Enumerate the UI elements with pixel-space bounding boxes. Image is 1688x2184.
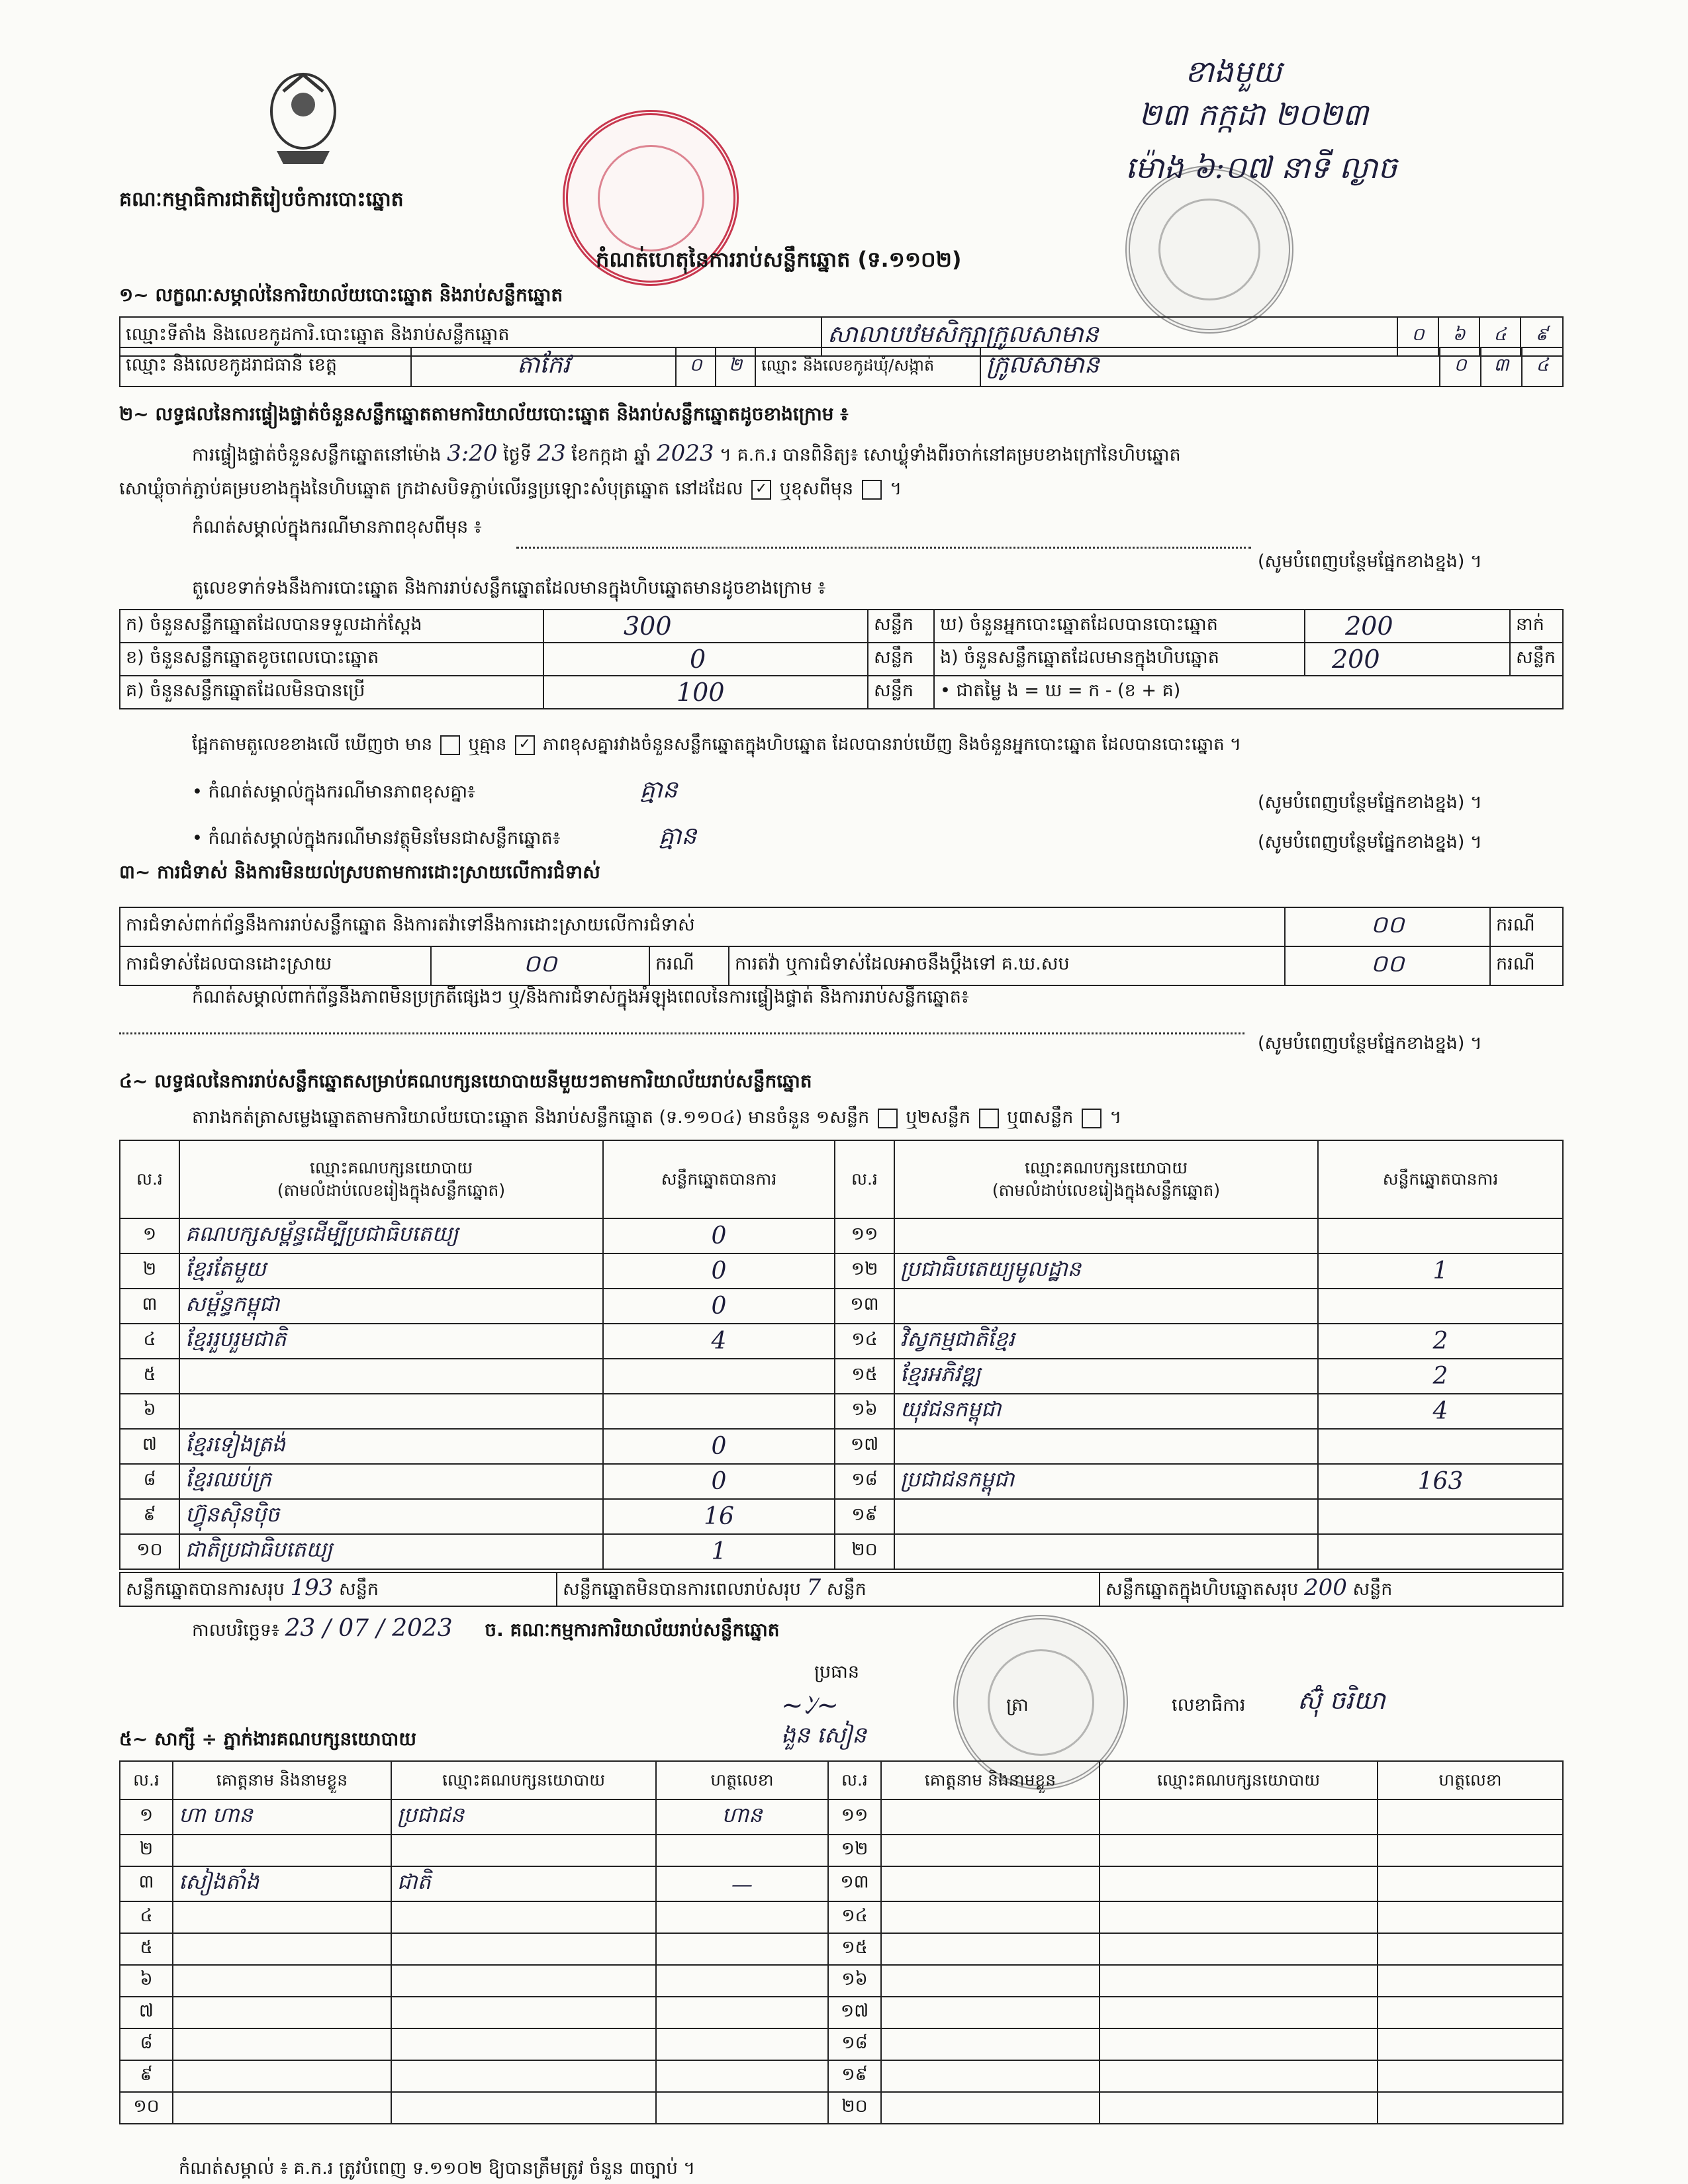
chief-label: ប្រធាន (814, 1662, 860, 1682)
witness-name (881, 1965, 1100, 1997)
in-box-value: 200 (1305, 643, 1510, 676)
witness-signature (656, 1901, 828, 1933)
spoiled-value: 0 (543, 643, 868, 676)
vote-count: 0 (603, 1289, 835, 1324)
table-row (120, 1253, 1563, 1289)
three-sheets-checkbox[interactable] (1082, 1109, 1102, 1128)
witness-signature (656, 1997, 828, 2028)
handwritten-note-2: ២៣ កក្កដា ២០២៣ (1139, 97, 1369, 132)
row-number: ១៨ (835, 1464, 894, 1499)
witness-party (1100, 1933, 1378, 1965)
row-number: ១៥ (828, 1933, 881, 1965)
row-number: ៧ (120, 1997, 173, 2028)
row-number: ៦ (120, 1394, 179, 1429)
table-row (120, 1464, 1563, 1499)
witness-party (1100, 1997, 1378, 2028)
station-name-value: សាលាបឋមសិក្សាក្រូលសាមាន (821, 317, 1397, 356)
witness-name (881, 1997, 1100, 2028)
row-number: ២ (120, 1835, 173, 1866)
station-code-digit: ៤ (1479, 317, 1521, 356)
party-name: ប្រជាធិបតេយ្យមូលដ្ឋាន (894, 1253, 1318, 1289)
row-number: ១ (120, 1799, 173, 1835)
organization-name: គណៈកម្មាធិការជាតិរៀបចំការបោះឆ្នោត (119, 188, 404, 211)
verification-day: 23 (537, 440, 566, 467)
row-number: ១៣ (835, 1289, 894, 1324)
received-value: 300 (543, 610, 868, 643)
witness-name (881, 1933, 1100, 1965)
fill-more-note: (សូមបំពេញបន្ថែមផ្នែកខាងខ្នង) ។ (1258, 792, 1482, 813)
witness-name (173, 1997, 391, 2028)
objection-label: ការជំទាស់ពាក់ព័ន្ធនឹងការរាប់សន្លឹកឆ្នោត និងការតវ៉ាទៅនឹងការដោះស្រាយលើការជំទាស់ (120, 907, 1285, 946)
witness-party (391, 2092, 656, 2124)
total-invalid-value: 7 (806, 1574, 821, 1601)
case-label: ករណី (1490, 907, 1563, 946)
table-row (120, 1835, 1563, 1866)
row-number: ១០ (120, 2092, 173, 2124)
row-number: ១ (120, 1218, 179, 1253)
fill-more-note: (សូមបំពេញបន្ថែមផ្នែកខាងខ្នង) ។ (1258, 551, 1482, 572)
two-sheets-checkbox[interactable] (979, 1109, 999, 1128)
total-valid-value: 193 (290, 1574, 334, 1601)
witness-party (1100, 1799, 1378, 1835)
party-name (179, 1359, 603, 1394)
table-row (120, 1534, 1563, 1569)
unused-value: 100 (543, 676, 868, 709)
row-number: ១៩ (835, 1499, 894, 1534)
unchanged-checkbox[interactable]: ✓ (751, 480, 771, 500)
section-1-title: ១~ លក្ខណៈសម្គាល់នៃការិយាល័យបោះឆ្នោត និងរាប់សន្លឹកឆ្នោត (119, 284, 563, 306)
national-emblem (257, 65, 350, 171)
vote-count (1318, 1289, 1563, 1324)
commune-code-digit: ៣ (1481, 347, 1522, 387)
diff-note-line: • កំណត់សម្គាល់ក្នុងករណីមានភាពខុសគ្នា៖ គ្មាន (192, 776, 678, 803)
unit-label: សន្លឹក (868, 610, 934, 643)
witness-party (391, 1835, 656, 1866)
row-number: ១៦ (835, 1394, 894, 1429)
table-row (120, 1901, 1563, 1933)
vote-count (603, 1394, 835, 1429)
station-code-digit: ០ (1397, 317, 1438, 356)
verification-year: 2023 (656, 440, 714, 467)
verification-line-2: សោឃ្លុំចាក់ភ្ជាប់គម្របខាងក្នុងនៃហិបឆ្នោត ក្រដាសបិទភ្ជាប់លើរន្ធប្រឡោះសំបុត្រឆ្នោត នៅដដែល ✓ ឬខុសពីមុន ។ (119, 478, 902, 499)
province-code-digit: ២ (716, 347, 755, 387)
witness-name (881, 2060, 1100, 2092)
witness-name: ហា ហាន (173, 1799, 391, 1835)
vote-count: 2 (1318, 1324, 1563, 1359)
section-5-title: ៥~ សាក្សី ÷ ភ្នាក់ងារគណបក្សនយោបាយ (119, 1728, 416, 1750)
row-number: ១១ (835, 1218, 894, 1253)
row-number: ៨ (120, 2028, 173, 2060)
witness-name (173, 2028, 391, 2060)
footer-note: កំណត់សម្គាល់ ៖ គ.ក.រ ត្រូវបំពេញ ទ.១១០២ ឱ្យបានត្រឹមត្រូវ ចំនួន ៣ច្បាប់ ។ (179, 2158, 696, 2179)
vote-count: 1 (1318, 1253, 1563, 1289)
fill-more-note: (សូមបំពេញបន្ថែមផ្នែកខាងខ្នង) ។ (1258, 1033, 1482, 1054)
case-label: ករណី (649, 946, 729, 985)
witness-signature (1378, 1997, 1563, 2028)
witness-signature (1378, 1835, 1563, 1866)
party-name: ខ្មែរឈប់ក្រ (179, 1464, 603, 1499)
row-number: ១៨ (828, 2028, 881, 2060)
witness-name (881, 1835, 1100, 1866)
witness-signature (1378, 2092, 1563, 2124)
dotted-fill-line (516, 547, 1251, 549)
row-number: ១៧ (828, 1997, 881, 2028)
handwritten-note-1: ខាងមួយ (1185, 54, 1282, 89)
witness-party (1100, 1901, 1378, 1933)
dotted-fill-line (119, 1032, 1244, 1034)
witness-signature (1378, 2028, 1563, 2060)
diff-note-value: គ្មាន (639, 776, 678, 803)
station-code-digit: ៩ (1521, 317, 1563, 356)
table-row (120, 1499, 1563, 1534)
row-number: ១៤ (835, 1324, 894, 1359)
total-box-cell: សន្លឹកឆ្នោតក្នុងហិបឆ្នោតសរុប 200 សន្លឹក (1100, 1572, 1563, 1606)
party-name: ហ៊្វុនស៊ិនប៉ិច (179, 1499, 603, 1534)
witness-signature (1378, 1866, 1563, 1901)
witness-party (391, 1997, 656, 2028)
col-sign: ហត្ថលេខា (656, 1761, 828, 1799)
tally-sheets-line: តារាងកត់ត្រាសម្លេងឆ្នោតតាមការិយាល័យបោះឆ្នោត និងរាប់សន្លឹកឆ្នោត (ទ.១១០៤) មានចំនួន ១សន្លឹក ឬ២សន្លឹក ឬ៣សន្លឹក ។ (192, 1107, 1122, 1128)
witness-signature (1378, 1933, 1563, 1965)
row-number: ១០ (120, 1534, 179, 1569)
vote-count (1318, 1499, 1563, 1534)
party-name: យុវជនកម្ពុជា (894, 1394, 1318, 1429)
party-name: គណបក្សសម្ព័ន្ធដើម្បីប្រជាធិបតេយ្យ (179, 1218, 603, 1253)
vote-count: 0 (603, 1218, 835, 1253)
vote-count (1318, 1218, 1563, 1253)
col-no: ល.រ (835, 1140, 894, 1218)
table-row (120, 1289, 1563, 1324)
object-note-value: គ្មាន (659, 823, 697, 850)
resolved-label: ការជំទាស់ដែលបានដោះស្រាយ (120, 946, 431, 985)
witness-signature (1378, 2060, 1563, 2092)
witness-signature (656, 2028, 828, 2060)
party-name: វិស្វកម្មជាតិខ្មែរ (894, 1324, 1318, 1359)
col-no: ល.រ (828, 1761, 881, 1799)
date-line: កាលបរិច្ឆេទ៖ 23 / 07 / 2023 ច. គណៈកម្មការការិយាល័យរាប់សន្លឹកឆ្នោត (192, 1615, 780, 1642)
witness-name (173, 1965, 391, 1997)
vote-count: 16 (603, 1499, 835, 1534)
vote-count: 4 (603, 1324, 835, 1359)
witness-signature (1378, 1965, 1563, 1997)
verification-line-1: ការផ្ទៀងផ្ទាត់ចំនួនសន្លឹកឆ្នោតនៅម៉ោង 3:20 ថ្ងៃទី 23 ខែកក្កដា ឆ្នាំ 2023 ។ គ.ក.រ បានពិនិត្យ៖ សោឃ្លុំទាំងពីរចាក់នៅគម្របខាងក្រៅនៃហិបឆ្នោត (192, 440, 1181, 467)
table-row (120, 2028, 1563, 2060)
witness-name (173, 2092, 391, 2124)
witness-party (1100, 1866, 1378, 1901)
witness-signature (656, 1835, 828, 1866)
table-row (120, 1218, 1563, 1253)
party-name: សម្ព័ន្ធកម្ពុជា (179, 1289, 603, 1324)
row-number: ១៩ (828, 2060, 881, 2092)
witness-signature (656, 1965, 828, 1997)
witness-name (881, 2092, 1100, 2124)
province-label: ឈ្មោះ និងលេខកូដរាជធានី ខេត្ត (120, 347, 411, 387)
row-number: ៥ (120, 1359, 179, 1394)
witness-signature: ហាន (656, 1799, 828, 1835)
witness-name: សៀងតាំង (173, 1866, 391, 1901)
handwritten-note-3: ម៉ោង ៦:០៧ នាទី ល្ងាច (1125, 150, 1397, 185)
irregularities-note: កំណត់សម្គាល់ពាក់ព័ន្ធនឹងភាពមិនប្រក្រតីផ្សេងៗ ឬ/និងការជំទាស់ក្នុងអំឡុងពេលនៃការផ្ទៀងផ្ទាត់ និងការរាប់សន្លឹកឆ្នោត៖ (192, 987, 969, 1007)
verification-time: 3:20 (447, 440, 498, 467)
party-name (894, 1218, 1318, 1253)
party-name (894, 1289, 1318, 1324)
row-number: ២០ (828, 2092, 881, 2124)
date-value: 23 / 07 / 2023 (285, 1615, 453, 1642)
row-number: ២ (120, 1253, 179, 1289)
row-number: ១៤ (828, 1901, 881, 1933)
commune-code-digit: ០ (1440, 347, 1481, 387)
vote-count (1318, 1534, 1563, 1569)
witness-signature (656, 2060, 828, 2092)
witness-name (881, 1901, 1100, 1933)
chief-name: ងួន សៀន (781, 1722, 867, 1749)
row-number: ១២ (828, 1835, 881, 1866)
unit-label: សន្លឹក (868, 643, 934, 676)
party-name (894, 1534, 1318, 1569)
col-votes: សន្លឹកឆ្នោតបានការ (603, 1140, 835, 1218)
witness-party (391, 2060, 656, 2092)
witness-signature (656, 1933, 828, 1965)
object-note-line: • កំណត់សម្គាល់ក្នុងករណីមានវត្ថុមិនមែនជាសន្លឹកឆ្នោត៖ គ្មាន (192, 823, 697, 850)
party-name: ខ្មែររួបរួមជាតិ (179, 1324, 603, 1359)
witness-signature (656, 2092, 828, 2124)
commune-label: ឈ្មោះ និងលេខកូដឃុំ/សង្កាត់ (755, 347, 980, 387)
table-row (120, 1429, 1563, 1464)
section-3-title: ៣~ ការជំទាស់ និងការមិនយល់ស្របតាមការដោះស្រាយលើការជំទាស់ (119, 861, 600, 883)
vote-count: 4 (1318, 1394, 1563, 1429)
witness-name (881, 2028, 1100, 2060)
row-number: ៣ (120, 1289, 179, 1324)
province-code-digit: ០ (676, 347, 716, 387)
row-number: ៥ (120, 1933, 173, 1965)
witness-party (391, 1933, 656, 1965)
commune-value: ក្រូលសាមាន (980, 347, 1440, 387)
party-name: ប្រជាជនកម្ពុជា (894, 1464, 1318, 1499)
witness-party (391, 1965, 656, 1997)
figures-intro: តួលេខទាក់ទងនឹងការបោះឆ្នោត និងការរាប់សន្លឹកឆ្នោតដែលមានក្នុងហិបឆ្នោតមានដូចខាងក្រោម ៖ (192, 578, 826, 598)
appeal-count: ០០ (1285, 946, 1490, 985)
vote-count: 1 (603, 1534, 835, 1569)
row-number: ១៧ (835, 1429, 894, 1464)
row-number: ១៦ (828, 1965, 881, 1997)
fill-more-note: (សូមបំពេញបន្ថែមផ្នែកខាងខ្នង) ។ (1258, 832, 1482, 852)
difference-note-label: កំណត់សម្គាល់ក្នុងករណីមានភាពខុសពីមុន ៖ (192, 517, 482, 537)
appeal-label: ការតវ៉ា ឬការជំទាស់ដែលអាចនឹងប្តឹងទៅ គ.ឃ.សប (729, 946, 1285, 985)
chief-signature: ~ﾝ~ (781, 1690, 839, 1721)
col-party: ឈ្មោះគណបក្សនយោបាយ (1100, 1761, 1378, 1799)
row-number: ៧ (120, 1429, 179, 1464)
row-number: ៤ (120, 1901, 173, 1933)
vote-count: 0 (603, 1429, 835, 1464)
col-name: គោត្តនាម និងនាមខ្លួន (173, 1761, 391, 1799)
witness-signature (1378, 1799, 1563, 1835)
witness-party (1100, 2060, 1378, 2092)
row-number: ៩ (120, 1499, 179, 1534)
section-2-title: ២~ លទ្ធផលនៃការផ្ទៀងផ្ទាត់ចំនួនសន្លឹកឆ្នោតតាមការិយាល័យបោះឆ្នោត និងរាប់សន្លឹកឆ្នោតដូចខាងក្រោម ៖ (119, 403, 849, 425)
vote-count: 163 (1318, 1464, 1563, 1499)
formula: • ជាតម្លៃ ង = ឃ = ក - (ខ + គ) (934, 676, 1563, 709)
total-box-value: 200 (1303, 1574, 1347, 1601)
table-row (120, 1933, 1563, 1965)
has-difference-checkbox[interactable] (440, 735, 460, 755)
no-difference-checkbox[interactable]: ✓ (515, 735, 535, 755)
col-party: ឈ្មោះគណបក្សនយោបាយ (391, 1761, 656, 1799)
spoiled-label: ខ) ចំនួនសន្លឹកឆ្នោតខូចពេលបោះឆ្នោត (120, 643, 543, 676)
stamp-label: ត្រា (1006, 1695, 1029, 1715)
province-info-table (119, 347, 1564, 387)
resolved-count: ០០ (431, 946, 649, 985)
table-row (120, 1324, 1563, 1359)
row-number: ១៥ (835, 1359, 894, 1394)
received-label: ក) ចំនួនសន្លឹកឆ្នោតដែលបានទទួលដាក់ស្តែង (120, 610, 543, 643)
objection-count: ០០ (1285, 907, 1490, 946)
witness-party (391, 2028, 656, 2060)
changed-checkbox[interactable] (862, 480, 882, 500)
table-row (120, 2092, 1563, 2124)
unit-label: សន្លឹក (868, 676, 934, 709)
voters-label: ឃ) ចំនួនអ្នកបោះឆ្នោតដែលបានបោះឆ្នោត (934, 610, 1305, 643)
unit-label: សន្លឹក (1510, 643, 1563, 676)
row-number: ៤ (120, 1324, 179, 1359)
commune-code-digit: ៤ (1522, 347, 1563, 387)
committee-label: ច. គណៈកម្មការការិយាល័យរាប់សន្លឹកឆ្នោត (485, 1619, 780, 1641)
witness-party (391, 1901, 656, 1933)
witness-signature (1378, 1901, 1563, 1933)
vote-count: 2 (1318, 1359, 1563, 1394)
table-row (120, 1965, 1563, 1997)
results-table (119, 1140, 1564, 1570)
row-number: ២០ (835, 1534, 894, 1569)
col-party: ឈ្មោះគណបក្សនយោបាយ (តាមលំដាប់លេខរៀងក្នុងសន្លឹកឆ្នោត) (179, 1140, 603, 1218)
objections-table (119, 907, 1564, 986)
section-4-title: ៤~ លទ្ធផលនៃការរាប់សន្លឹកឆ្នោតសម្រាប់គណបក្សនយោបាយនីមួយៗតាមការិយាល័យរាប់សន្លឹកឆ្នោត (119, 1070, 812, 1092)
witness-party (1100, 2092, 1378, 2124)
party-name (894, 1499, 1318, 1534)
party-name: ជាតិប្រជាធិបតេយ្យ (179, 1534, 603, 1569)
row-number: ១២ (835, 1253, 894, 1289)
witness-party: ប្រជាជន (391, 1799, 656, 1835)
row-number: ១៣ (828, 1866, 881, 1901)
party-name (179, 1394, 603, 1429)
row-number: ៨ (120, 1464, 179, 1499)
ballot-figures-table (119, 609, 1564, 709)
witness-name (881, 1866, 1100, 1901)
vote-count: 0 (603, 1253, 835, 1289)
table-row (120, 1394, 1563, 1429)
witness-name (173, 2060, 391, 2092)
voters-value: 200 (1305, 610, 1510, 643)
table-row (120, 1997, 1563, 2028)
witness-name (173, 1933, 391, 1965)
party-name: ខ្មែរអភិវឌ្ឍ (894, 1359, 1318, 1394)
difference-check-line: ផ្អែកតាមតួលេខខាងលើ ឃើញថា មាន ឬគ្មាន ✓ ភាពខុសគ្នារវាងចំនួនសន្លឹកឆ្នោតក្នុងហិបឆ្នោត ដែលបានរាប់ឃើញ និងចំនួនអ្នកបោះឆ្នោត ដែលបានបោះឆ្នោត ។ (192, 735, 1241, 754)
row-number: ៩ (120, 2060, 173, 2092)
witness-signature: — (656, 1866, 828, 1901)
col-name: គោត្តនាម និងនាមខ្លួន (881, 1761, 1100, 1799)
witness-table (119, 1760, 1564, 2124)
results-totals-table (119, 1572, 1564, 1607)
vote-count: 0 (603, 1464, 835, 1499)
table-row (120, 2060, 1563, 2092)
witness-party (1100, 1965, 1378, 1997)
party-name: ខ្មែរតែមួយ (179, 1253, 603, 1289)
col-no: ល.រ (120, 1140, 179, 1218)
col-sign: ហត្ថលេខា (1378, 1761, 1563, 1799)
witness-name (881, 1799, 1100, 1835)
witness-name (173, 1835, 391, 1866)
one-sheet-checkbox[interactable] (878, 1109, 898, 1128)
witness-name (173, 1901, 391, 1933)
col-party: ឈ្មោះគណបក្សនយោបាយ (តាមលំដាប់លេខរៀងក្នុងសន្លឹកឆ្នោត) (894, 1140, 1318, 1218)
table-row (120, 1359, 1563, 1394)
secretary-name: ស៊ុំ ចរិយា (1297, 1686, 1385, 1715)
total-invalid-cell: សន្លឹកឆ្នោតមិនបានការពេលរាប់សរុប 7 សន្លឹក (557, 1572, 1100, 1606)
unused-label: គ) ចំនួនសន្លឹកឆ្នោតដែលមិនបានប្រើ (120, 676, 543, 709)
row-number: ១១ (828, 1799, 881, 1835)
party-name: ខ្មែរទៀងត្រង់ (179, 1429, 603, 1464)
col-no: ល.រ (120, 1761, 173, 1799)
row-number: ៣ (120, 1866, 173, 1901)
table-row (120, 1799, 1563, 1835)
vote-count (603, 1359, 835, 1394)
in-box-label: ង) ចំនួនសន្លឹកឆ្នោតដែលមានក្នុងហិបឆ្នោត (934, 643, 1305, 676)
province-value: តាកែវ (411, 347, 676, 387)
vote-count (1318, 1429, 1563, 1464)
unit-label: នាក់ (1510, 610, 1563, 643)
station-name-label: ឈ្មោះទីតាំង និងលេខកូដការិ.បោះឆ្នោត និងរាប់សន្លឹកឆ្នោត (120, 317, 821, 356)
witness-party: ជាតិ (391, 1866, 656, 1901)
form-title: កំណត់ហេតុនៃការរាប់សន្លឹកឆ្នោត (ទ.១១០២) (596, 247, 962, 272)
case-label: ករណី (1490, 946, 1563, 985)
witness-party (1100, 2028, 1378, 2060)
witness-party (1100, 1835, 1378, 1866)
station-code-digit: ៦ (1438, 317, 1479, 356)
table-row (120, 1866, 1563, 1901)
secretary-label: លេខាធិការ (1172, 1695, 1246, 1715)
party-name (894, 1429, 1318, 1464)
col-votes: សន្លឹកឆ្នោតបានការ (1318, 1140, 1563, 1218)
total-valid-cell: សន្លឹកឆ្នោតបានការសរុប 193 សន្លឹក (120, 1572, 557, 1606)
row-number: ៦ (120, 1965, 173, 1997)
